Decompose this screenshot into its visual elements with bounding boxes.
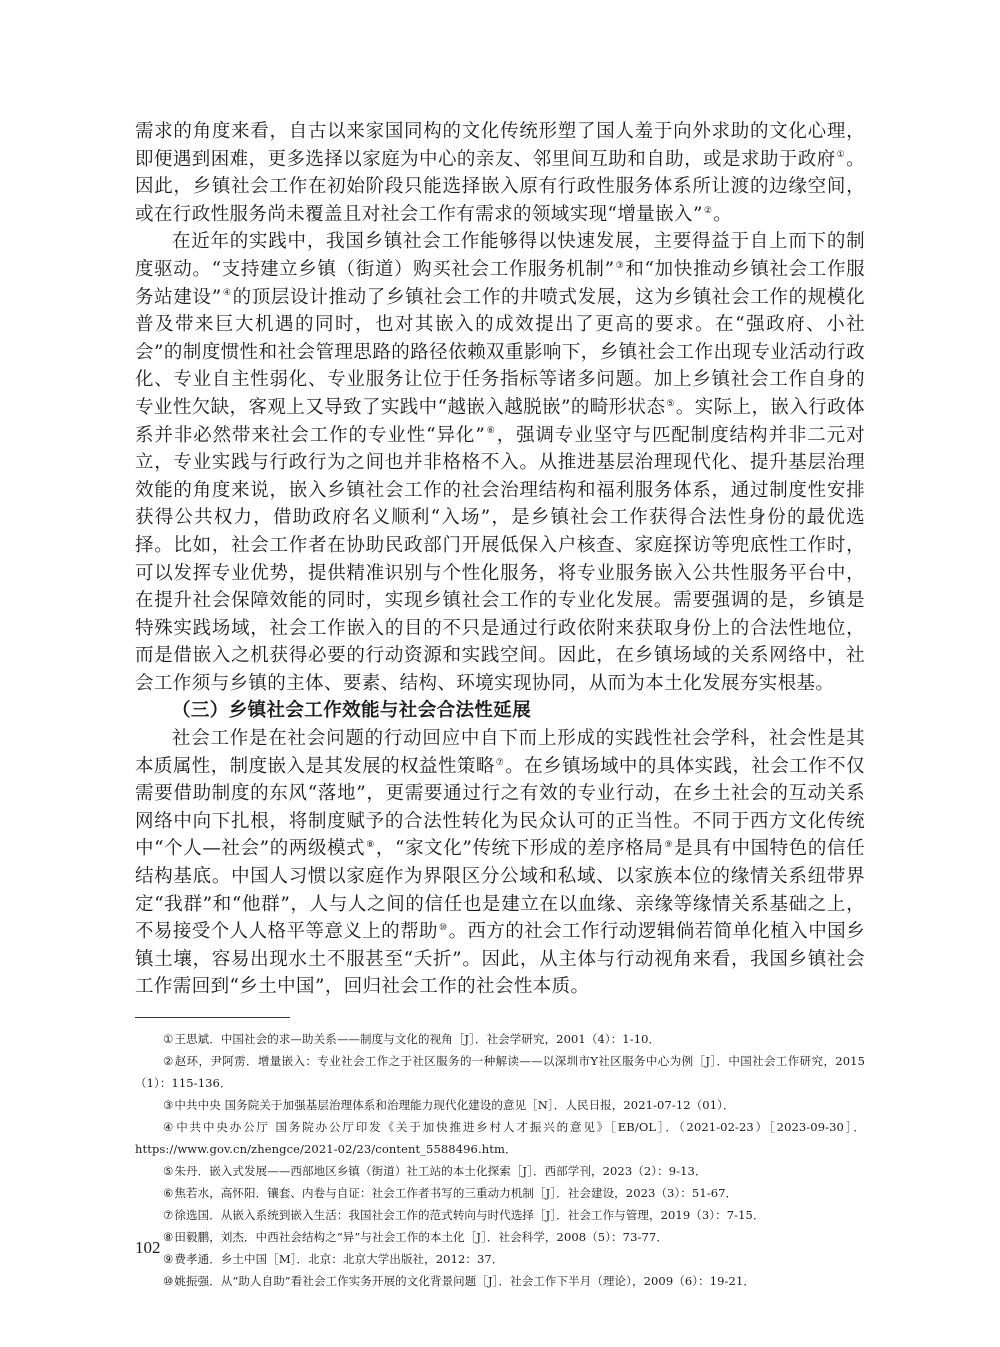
footnote-ref[interactable]: ⑦ — [495, 757, 505, 768]
text-run: 。 — [713, 203, 733, 225]
footnote-text: 朱丹．嵌入式发展——西部地区乡镇（街道）社工站的本土化探索［J］．西部学刊，2023（2）：9-13． — [174, 1164, 707, 1178]
text-run: 在近年的实践中，我国乡镇社会工作能够得以快速发展，主要得益于自上而下的制度驱动。“支持建立乡镇（街道）购买社会工作服务机制” — [135, 231, 865, 280]
footnote-marker: ① — [163, 1032, 174, 1046]
footnote-item — [135, 1116, 865, 1160]
text-run: 。西方的社会工作行动逻辑倘若简单化植入中国乡镇土壤，容易出现水土不服甚至“夭折”。因此，从主体与行动视角来看，我国乡镇社会工作需回到“乡土中国”，回归社会工作的社会性本质。 — [135, 921, 866, 998]
paragraph-p1 — [135, 118, 865, 228]
footnote-ref[interactable]: ⑧ — [366, 840, 375, 851]
body-text-block-2 — [135, 725, 865, 1001]
footnote-text: 田毅鹏，刘杰．中西社会结构之“异”与社会工作的本土化［J］．社会科学，2008（5）：73-77． — [174, 1230, 668, 1244]
footnote-ref[interactable]: ⑨ — [664, 840, 674, 851]
footnotes-list — [135, 1028, 865, 1292]
footnote-marker: ⑥ — [163, 1186, 174, 1200]
paragraph-p3 — [135, 725, 865, 1001]
footnote-marker: ③ — [163, 1098, 174, 1112]
paragraph-p2 — [135, 228, 865, 697]
footnote-marker: ⑦ — [163, 1208, 174, 1222]
footnote-text: 王思斌．中国社会的求—助关系——制度与文化的视角［J］．社会学研究，2001（4）：1-10． — [174, 1032, 661, 1046]
footnote-marker: ⑧ — [163, 1230, 174, 1244]
text-run: 需求的角度来看，自古以来家国同构的文化传统形塑了国人羞于向外求助的文化心理，即便遇到困难，更多选择以家庭为中心的亲友、邻里间互助和自助，或是求助于政府 — [135, 121, 865, 170]
text-run: 。实际上，嵌入行政体系并非必然带来社会工作的专业性“异化” — [135, 396, 865, 446]
footnote-marker: ② — [163, 1054, 174, 1068]
text-run: 的顶层设计推动了乡镇社会工作的井喷式发展，这为乡镇社会工作的规模化普及带来巨大机遇的同时，也对其嵌入的成效提出了更高的要求。在“强政府、小社会”的制度惯性和社会管理思路的路径依赖双重影响下，乡镇社会工作出现专业活动行政化、专业自主性弱化、专业服务让位于任务指标等诸多问题。加上乡镇社会工作自身的专业性欠缺，客观上又导致了实践中“越嵌入越脱嵌”的畸形状态 — [135, 286, 866, 418]
text-run: ，“家文化”传统下形成的差序格局 — [375, 838, 664, 860]
body-text-block — [135, 118, 865, 697]
footnote-item — [135, 1270, 865, 1292]
footnote-marker: ⑨ — [163, 1252, 174, 1266]
footnote-item — [135, 1028, 865, 1050]
footnote-text: 中共中央 国务院关于加强基层治理体系和治理能力现代化建设的意见［N］．人民日报，2021-07-12（01）． — [174, 1098, 735, 1112]
text-run: 。在乡镇场域中的具体实践，社会工作不仅需要借助制度的东风“落地”，更需要通过行之有效的专业行动，在乡土社会的互动关系网络中向下扎根，将制度赋予的合法性转化为民众认可的正当性。不同于西方文化传统中“个人—社会”的两级模式 — [135, 755, 866, 860]
footnote-item — [135, 1160, 865, 1182]
footnote-item — [135, 1182, 865, 1204]
footnote-text: 赵环，尹阿雳．增量嵌入：专业社会工作之于社区服务的一种解读——以深圳市Y社区服务中心为例［J］．中国社会工作研究，2015（1）：115-136． — [135, 1054, 865, 1090]
footnote-text: 费孝通．乡土中国［M］．北京：北京大学出版社，2012：37． — [174, 1252, 504, 1266]
footnote-item — [135, 1094, 865, 1116]
footnote-ref[interactable]: ⑩ — [438, 923, 448, 934]
footnote-item — [135, 1248, 865, 1270]
footnote-ref[interactable]: ① — [836, 150, 846, 161]
footnote-marker: ⑤ — [163, 1164, 174, 1178]
footnote-item — [135, 1204, 865, 1226]
footnote-marker: ④ — [163, 1120, 176, 1134]
footnote-ref[interactable]: ③ — [615, 260, 625, 271]
page-number: 102 — [135, 1238, 161, 1257]
text-run: 社会工作是在社会问题的行动回应中自下而上形成的实践性社会学科，社会性是其本质属性，制度嵌入是其发展的权益性策略 — [135, 728, 865, 777]
footnote-text: 姚振强．从“助人自助”看社会工作实务开展的文化背景问题［J］．社会工作下半月（理论），2009（6）：19-21． — [174, 1274, 755, 1288]
text-run: 是具有中国特色的信任结构基底。中国人习惯以家庭作为界限区分公域和私域、以家族本位的缘情关系纽带界定“我群”和“他群”，人与人之间的信任也是建立在以血缘、亲缘等缘情关系基础之上，不易接受个人人格平等意义上的帮助 — [135, 838, 865, 943]
footnote-text: 焦若水，高怀阳．镶套、内卷与自证：社会工作者书写的三重动力机制［J］．社会建设，2023（3）：51-67． — [174, 1186, 738, 1200]
footnote-text: 中共中央办公厅 国务院办公厅印发《关于加快推进乡村人才振兴的意见》［EB/OL］．（2021-02-23）［2023-09-30］．https://www.gov.cn/zhengce/2021-02/23/content_5588496.htm． — [135, 1120, 865, 1156]
footnote-ref[interactable]: ⑥ — [486, 426, 496, 437]
footnote-ref[interactable]: ⑤ — [666, 398, 675, 409]
footnote-divider — [135, 1017, 290, 1018]
section-heading: （三）乡镇社会工作效能与社会合法性延展 — [172, 700, 532, 722]
footnote-ref[interactable]: ④ — [222, 288, 232, 299]
page-body — [135, 118, 865, 1292]
text-run: 和“加快推动乡镇社会工作服务站建设” — [135, 258, 865, 308]
text-run: 。因此，乡镇社会工作在初始阶段只能选择嵌入原有行政性服务体系所让渡的边缘空间，或在行政性服务尚未覆盖且对社会工作有需求的领域实现“增量嵌入” — [135, 148, 866, 225]
footnote-ref[interactable]: ② — [703, 205, 713, 216]
footnote-marker: ⑩ — [163, 1274, 174, 1288]
footnote-item — [135, 1050, 865, 1094]
footnote-item — [135, 1226, 865, 1248]
footnote-text: 徐选国．从嵌入系统到嵌入生活：我国社会工作的范式转向与时代选择［J］．社会工作与管理，2019（3）：7-15． — [174, 1208, 765, 1222]
text-run: ，强调专业坚守与匹配制度结构并非二元对立，专业实践与行政行为之间也并非格格不入。从推进基层治理现代化、提升基层治理效能的角度来说，嵌入乡镇社会工作的社会治理结构和福利服务体系，通过制度性安排获得公共权力，借助政府名义顺利“入场”，是乡镇社会工作获得合法性身份的最优选择。比如，社会工作者在协助民政部门开展低保入户核查、家庭探访等兜底性工作时，可以发挥专业优势，提供精准识别与个性化服务，将专业服务嵌入公共性服务平台中，在提升社会保障效能的同时，实现乡镇社会工作的专业化发展。需要强调的是，乡镇是特殊实践场域，社会工作嵌入的目的不只是通过行政依附来获取身份上的合法性地位，而是借嵌入之机获得必要的行动资源和实践空间。因此，在乡镇场域的关系网络中，社会工作须与乡镇的主体、要素、结构、环境实现协同，从而为本土化发展夯实根基。 — [135, 424, 865, 694]
